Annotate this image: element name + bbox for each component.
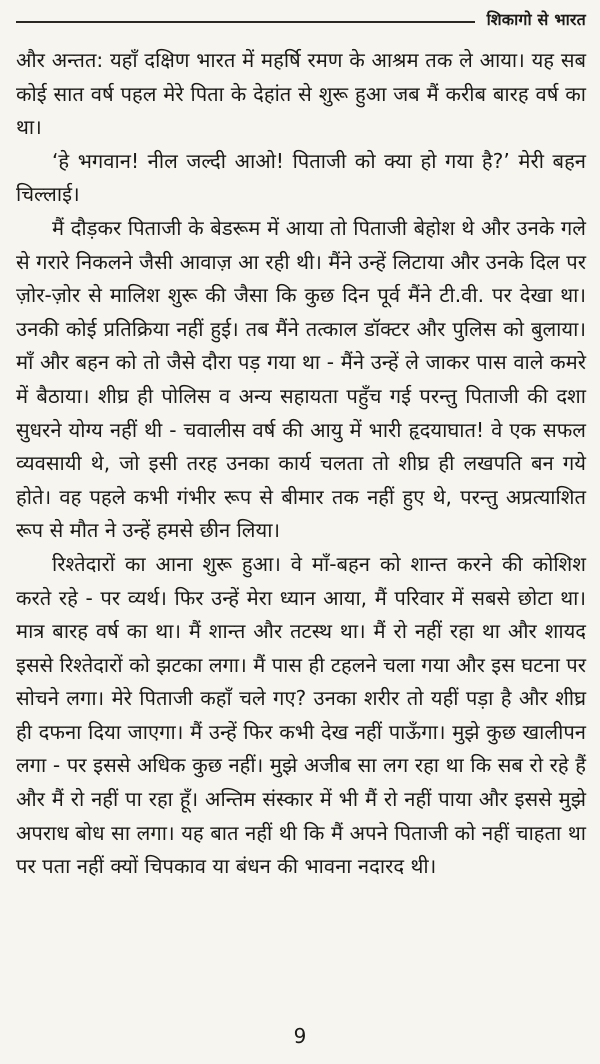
running-header [16,4,586,34]
paragraph: मैं दौड़कर पिताजी के बेडरूम में आया तो पिताजी बेहोश थे और उनके गले से गरारे निकलने जैसी आवाज़ आ रही थी। मैंने उन्हें लिटाया और उनके दिल पर ज़ोर-ज़ोर से मालिश शुरू की जैसा कि कुछ दिन पूर्व मैंने टी.वी. पर देखा था। उनकी कोई प्रतिक्रिया नहीं हुई। तब मैंने तत्काल डॉक्टर और पुलिस को बुलाया। माँ और बहन को तो जैसे दौरा पड़ गया था - मैंने उन्हें ले जाकर पास वाले कमरे में बैठाया। शीघ्र ही पोलिस व अन्य सहायता पहुँच गई परन्तु पिताजी की दशा सुधरने योग्य नहीं थी - चवालीस वर्ष की आयु में भारी हृदयाघात! वे एक सफल व्यवसायी थे, जो इसी तरह उनका कार्य चलता तो शीघ्र ही लखपति बन गये होते। वह पहले कभी गंभीर रूप से बीमार तक नहीं हुए थे, परन्तु अप्रत्याशित रूप से मौत ने उन्हें हमसे छीन लिया। [16,215,586,543]
page-number: 9 [293,1024,307,1048]
paragraph: ‘हे भगवान! नील जल्दी आओ! पिताजी को क्या हो गया है?’ मेरी बहन चिल्लाई। [16,148,586,207]
header-rule [16,21,475,23]
body-text [16,44,586,884]
running-title: शिकागो से भारत [486,10,586,29]
paragraph: रिश्तेदारों का आना शुरू हुआ। वे माँ-बहन को शान्त करने की कोशिश करते रहे - पर व्यर्थ। फिर उन्हें मेरा ध्यान आया, मैं परिवार में सबसे छोटा था। मात्र बारह वर्ष का था। मैं शान्त और तटस्थ था। मैं रो नहीं रहा था और शायद इससे रिश्तेदारों को झटका लगा। मैं पास ही टहलने चला गया और इस घटना पर सोचने लगा। मेरे पिताजी कहाँ चले गए? उनका शरीर तो यहीं पड़ा है और शीघ्र ही दफना दिया जाएगा। मैं उन्हें फिर कभी देख नहीं पाऊँगा। मुझे कुछ खालीपन लगा - पर इससे अधिक कुछ नहीं। मुझे अजीब सा लग रहा था कि सब रो रहे हैं और मैं रो नहीं पा रहा हूँ। अन्तिम संस्कार में भी मैं रो नहीं पाया और इससे मुझे अपराध बोध सा लगा। यह बात नहीं थी कि मैं अपने पिताजी को नहीं चाहता था पर पता नहीं क्यों चिपकाव या बंधन की भावना नदारद थी। [16,551,586,879]
paragraph: और अन्तत: यहाँ दक्षिण भारत में महर्षि रमण के आश्रम तक ले आया। यह सब कोई सात वर्ष पहल मेरे पिता के देहांत से शुरू हुआ जब मैं करीब बारह वर्ष का था। [16,48,586,140]
